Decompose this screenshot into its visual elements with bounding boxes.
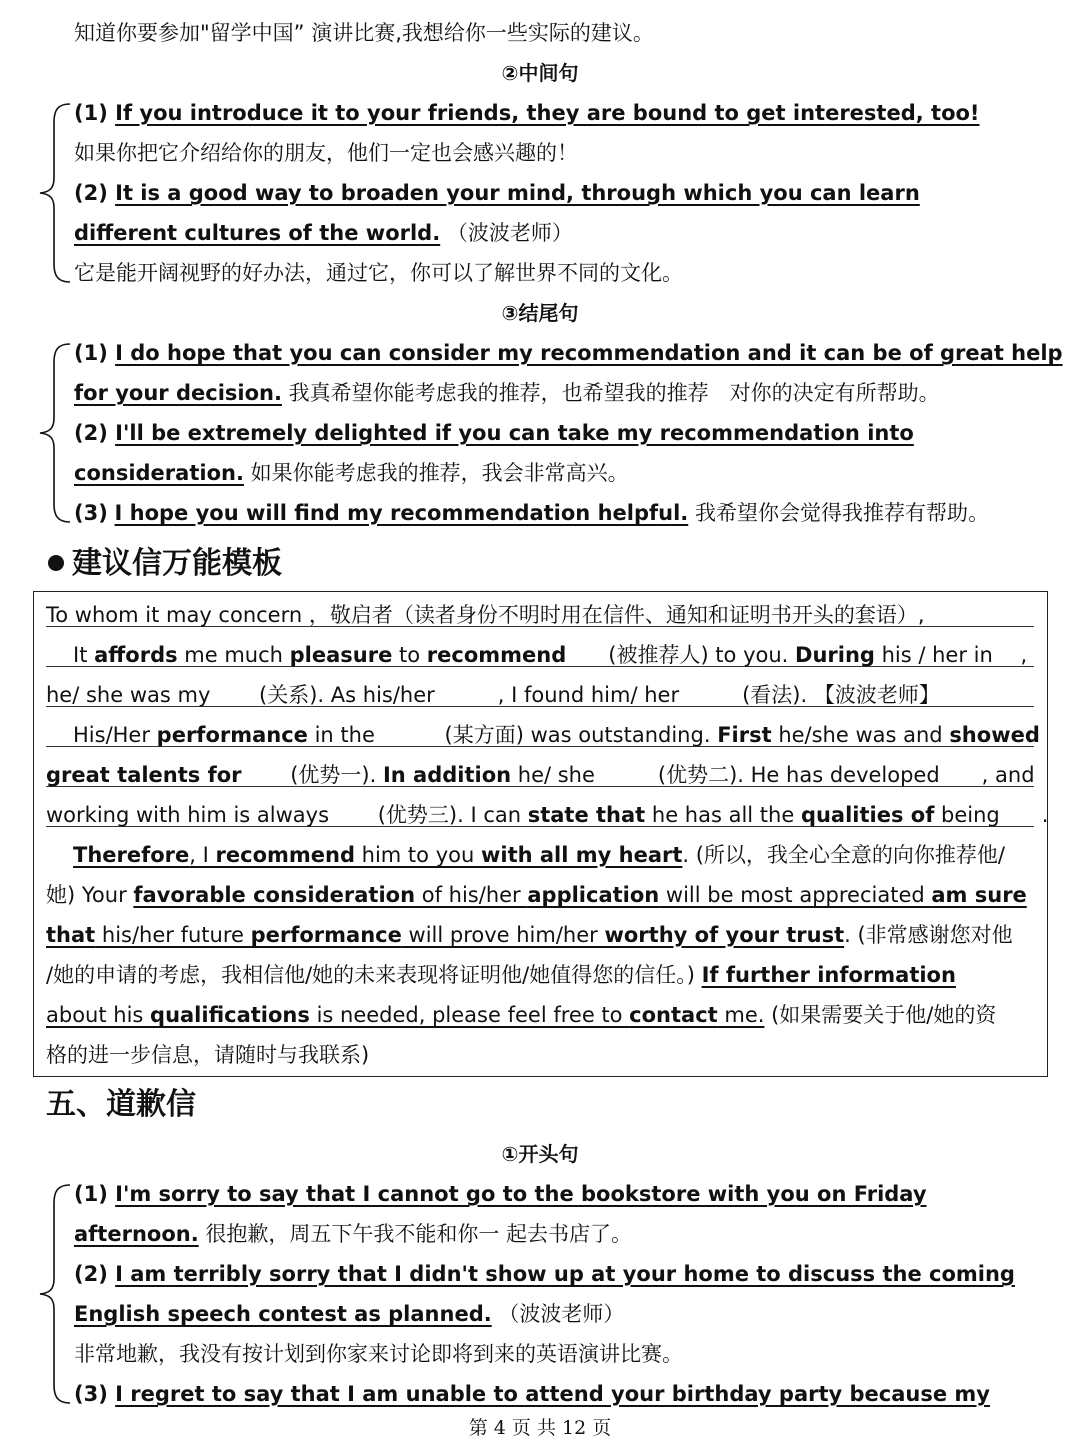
t7-a: Therefore [73, 843, 190, 867]
ending-s2-num: (2) [74, 421, 108, 445]
apology-s2-cn: 非常地歉，我没有按计划到你家来讨论即将到来的英语演讲比赛。 [74, 1342, 683, 1366]
template-title [48, 542, 282, 586]
t8-b: favorable consideration [133, 883, 416, 907]
intro-line: 知道你要参加"留学中国” 演讲比赛,我想给你一些实际的建议。 [74, 21, 654, 45]
t2-e: to [392, 643, 427, 667]
apology-s1-num: (1) [74, 1182, 108, 1206]
t7-d: him to you [354, 843, 481, 867]
t1-b: ，敬启者（读者身份不明时用在信件、通知和证明书开头的套语）, [308, 603, 925, 627]
middle-s2-en-a: It is a good way to broaden your mind, through which you can learn [115, 181, 920, 205]
t2-h: During [795, 643, 875, 667]
apology-s3-en: I regret to say that I am unable to attend your birthday party because my [115, 1382, 990, 1406]
ending-s2-en-a: I'll be extremely delighted if you can take my recommendation into [115, 421, 914, 445]
ending-s3 [74, 493, 989, 533]
t6-d: qualities of [800, 803, 935, 827]
t1-a: To whom it may concern [46, 603, 309, 627]
t9-d: will prove him/her [401, 923, 605, 947]
ending-s1a [74, 333, 1063, 373]
t2-g: (被推荐人) to you. [566, 643, 796, 667]
t11-a: about his [46, 1003, 151, 1027]
middle-s2-cn: 它是能开阔视野的好办法，通过它，你可以了解世界不同的文化。 [74, 261, 683, 285]
template-line-4 [46, 715, 1040, 747]
ending-s1-en-b: for your decision. [74, 381, 282, 405]
template-line-7 [46, 835, 1034, 875]
apology-s1-en-a: I'm sorry to say that I cannot go to the bookstore with you on Friday [115, 1182, 927, 1206]
ending-heading: ③结尾句 [501, 301, 579, 325]
ending-s2a [74, 413, 914, 453]
t6-e: being . [934, 803, 1049, 827]
t7-b: , I [189, 843, 216, 867]
t9-a: that [46, 923, 96, 947]
ending-s2b [74, 453, 629, 493]
t7-e: with all my heart [480, 843, 683, 867]
t11-d: contact [629, 1003, 718, 1027]
t4-b: performance [156, 723, 308, 747]
template-line-9 [46, 915, 1034, 955]
t2-f: recommend [426, 643, 567, 667]
apology-s2-en-a: I am terribly sorry that I didn't show up at your home to discuss the coming [115, 1262, 1015, 1286]
t8-d: application [527, 883, 660, 907]
t6-b: state that [527, 803, 646, 827]
middle-s2-note: （波波老师） [446, 221, 573, 245]
template-title-text: 建议信万能模板 [72, 546, 282, 581]
template-line-6 [46, 795, 1049, 827]
t4-d: First [717, 723, 772, 747]
t4-f: showed [949, 723, 1040, 747]
template-line-10 [46, 955, 1034, 995]
t2-b: affords [94, 643, 178, 667]
middle-s2-num: (2) [74, 181, 108, 205]
ending-s1-num: (1) [74, 341, 108, 365]
middle-heading: ②中间句 [501, 61, 579, 85]
ending-s1-en-a: I do hope that you can consider my recommendation and it can be of great help [115, 341, 1063, 365]
apology-s1a [74, 1174, 927, 1214]
t2-a: It [73, 643, 95, 667]
ending-s2-en-b: consideration. [74, 461, 244, 485]
t11-e: me. [717, 1003, 765, 1027]
brace-middle [36, 100, 72, 286]
t2-i: his / her in , [874, 643, 1028, 667]
apology-s2a [74, 1254, 1015, 1294]
apology-title: 五、道歉信 [46, 1087, 196, 1122]
t10-a: /她的申请的考虑，我相信他/她的未来表现将证明他/她值得您的信任。) [46, 963, 702, 987]
template-line-3: he/ she was my (关系). As his/her , I found him/ her (看法). 【波波老师】 [46, 675, 1034, 707]
template-line-1 [46, 595, 1034, 627]
middle-s2b [74, 213, 573, 253]
template-line-8 [46, 875, 1034, 915]
template-line-5 [46, 755, 1034, 787]
middle-s1-num: (1) [74, 101, 108, 125]
apology-s1-en-b: afternoon. [74, 1222, 199, 1246]
t9-c: performance [250, 923, 402, 947]
apology-s2-note: （波波老师） [498, 1302, 625, 1326]
t2-d: pleasure [289, 643, 393, 667]
ending-s1b [74, 373, 940, 413]
t7-c: recommend [215, 843, 355, 867]
t2-c: me much [177, 643, 290, 667]
template-line-11 [46, 995, 1034, 1035]
bullet-icon [48, 555, 64, 571]
apology-s2-en-b: English speech contest as planned. [74, 1302, 492, 1326]
t4-e: he/she was and [771, 723, 950, 747]
ending-s3-num: (3) [74, 501, 108, 525]
middle-s2-en-b: different cultures of the world. [74, 221, 441, 245]
middle-s1 [74, 93, 980, 133]
t6-a: working with him is always (优势三). I can [46, 803, 528, 827]
middle-s1-en: If you introduce it to your friends, they are bound to get interested, too! [115, 101, 980, 125]
t4-a: His/Her [73, 723, 157, 747]
t11-b: qualifications [150, 1003, 310, 1027]
apology-s2-num: (2) [74, 1262, 108, 1286]
t8-e: will be most appreciated [659, 883, 932, 907]
apology-s3-num: (3) [74, 1382, 108, 1406]
middle-s2a [74, 173, 920, 213]
t4-c: in the (某方面) was outstanding. [307, 723, 718, 747]
t5-d: he/ she (优势二). He has developed , and [511, 763, 1035, 787]
ending-s2-cn: 如果你能考虑我的推荐，我会非常高兴。 [250, 461, 629, 485]
t8-c: of his/her [415, 883, 528, 907]
page-footer: 第 4 页 共 12 页 [468, 1417, 612, 1439]
t11-c: is needed, please feel free to [309, 1003, 630, 1027]
brace-apology [36, 1181, 72, 1407]
t10-b: If further information [701, 963, 956, 987]
apology-heading: ①开头句 [501, 1142, 579, 1166]
apology-s1b [74, 1214, 632, 1254]
t5-c: In addition [382, 763, 512, 787]
template-line-12: 格的进一步信息，请随时与我联系) [46, 1043, 370, 1067]
ending-s3-cn: 我希望你会觉得我推荐有帮助。 [694, 501, 989, 525]
t5-a: great talents for [46, 763, 242, 787]
t11-f: (如果需要关于他/她的资 [764, 1003, 997, 1027]
t5-b: (优势一). [241, 763, 383, 787]
t9-e: worthy of your trust [604, 923, 845, 947]
apology-s1-cn: 很抱歉，周五下午我不能和你一 起去书店了。 [205, 1222, 633, 1246]
apology-s2b [74, 1294, 624, 1334]
brace-ending [36, 340, 72, 526]
t9-f: . (非常感谢您对他 [844, 923, 1013, 947]
apology-s3 [74, 1374, 990, 1414]
t6-c: he has all the [645, 803, 801, 827]
ending-s1-cn: 我真希望你能考虑我的推荐，也希望我的推荐 对你的决定有所帮助。 [288, 381, 940, 405]
template-line-2 [46, 635, 1034, 667]
t8-a: 她) Your [46, 883, 134, 907]
ending-s3-en: I hope you will find my recommendation helpful. [114, 501, 689, 525]
middle-s1-cn: 如果你把它介绍给你的朋友，他们一定也会感兴趣的！ [74, 141, 578, 165]
t7-f: . (所以，我全心全意的向你推荐他/ [682, 843, 1006, 867]
t8-f: am sure [931, 883, 1027, 907]
t9-b: his/her future [95, 923, 251, 947]
